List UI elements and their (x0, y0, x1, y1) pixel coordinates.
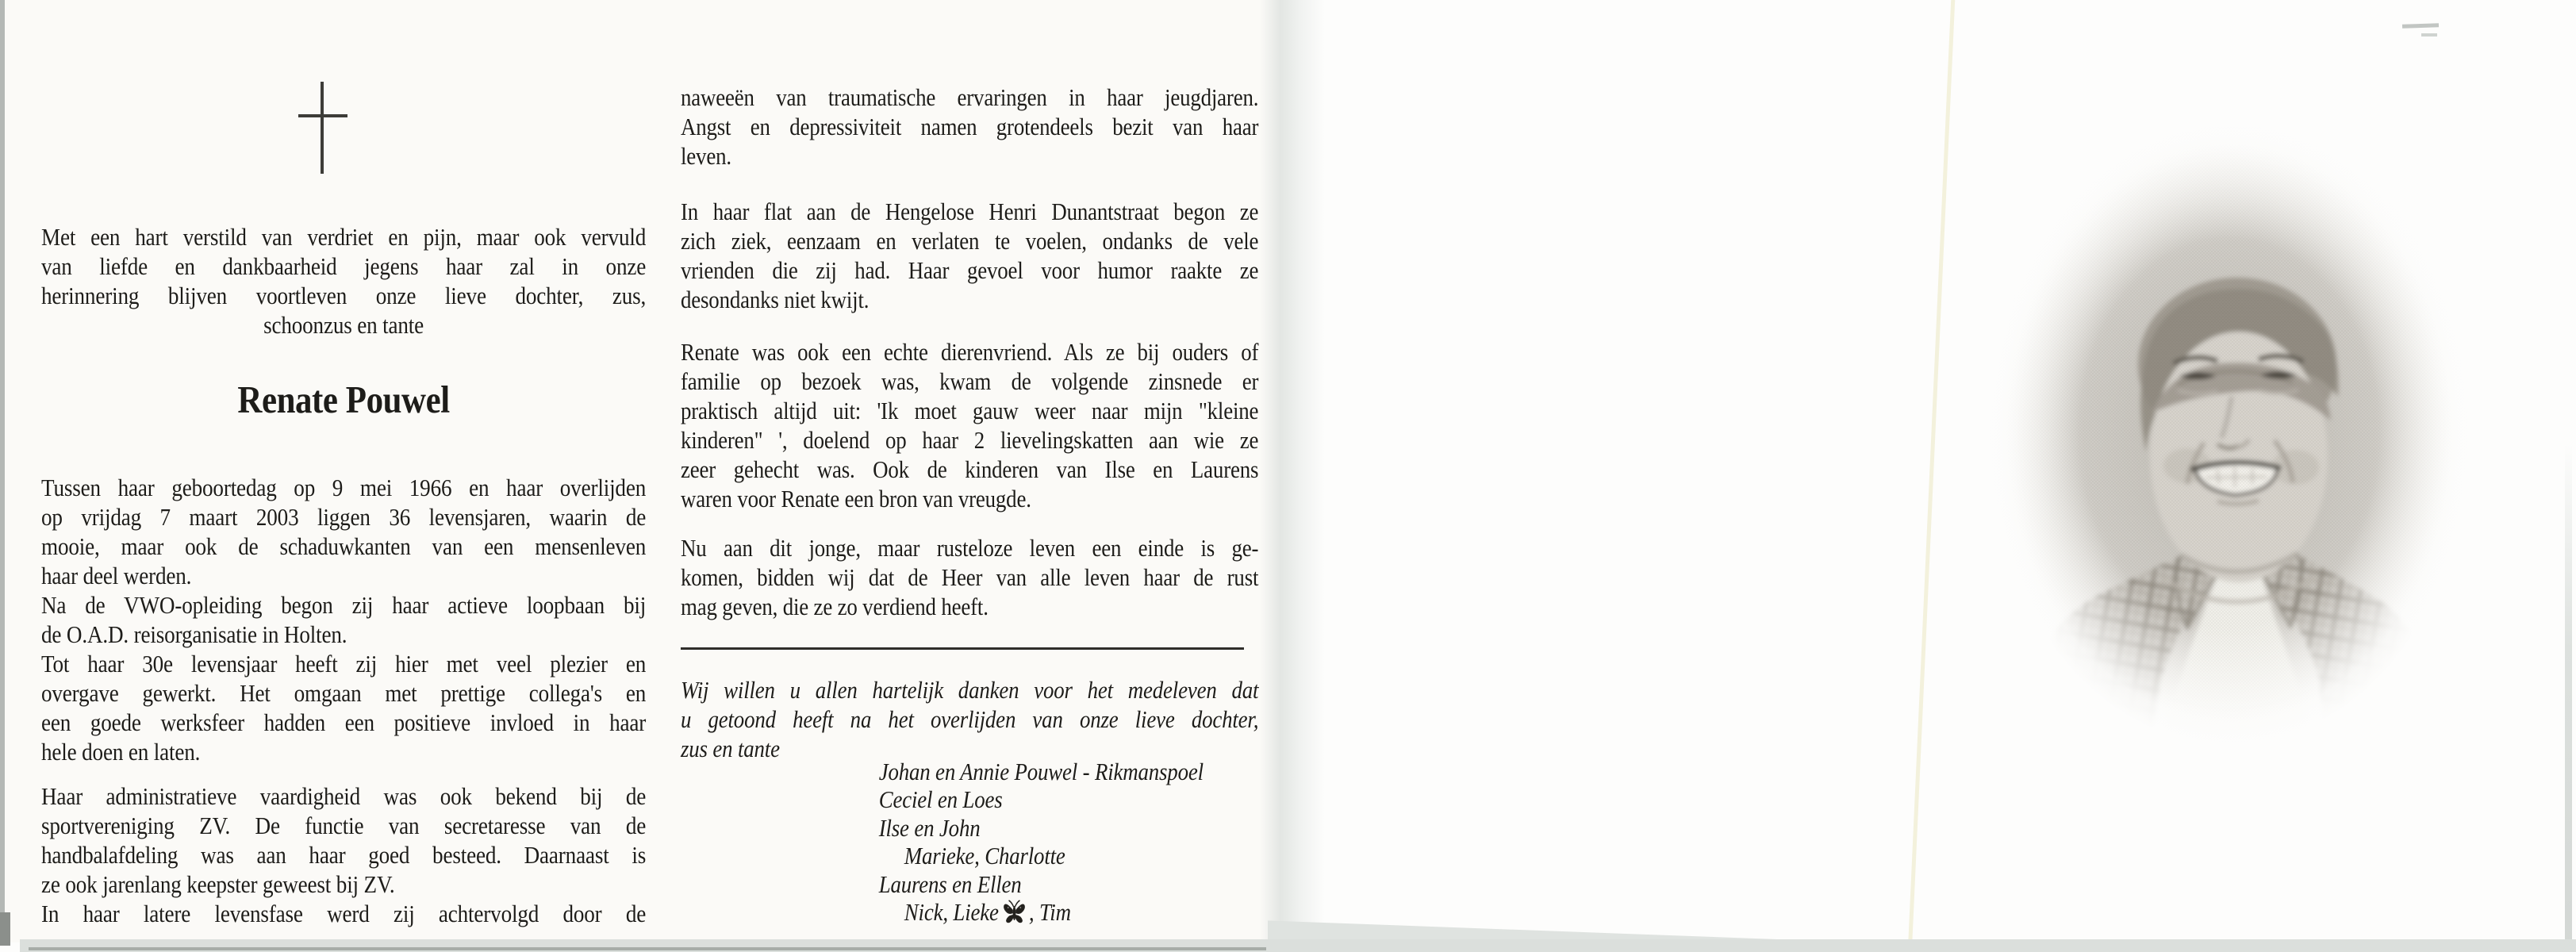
text-line: leven. (681, 142, 731, 170)
text-line: Angst en depressiviteit namen grotendeels bezit van haar (681, 113, 1259, 140)
life-paragraph-3 (41, 649, 646, 766)
text-line: handbalafdeling was aan haar goed besteed. Daarnaast is (41, 841, 647, 869)
page-fold-edge (1260, 0, 1325, 942)
text-line: haar deel werden. (41, 562, 192, 589)
text-line: desondanks niet kwijt. (681, 286, 870, 313)
text-line: hele doen en laten. (41, 738, 201, 766)
signatory-name: Ilse en John (878, 813, 981, 842)
signatory-name: Ceciel en Loes (878, 785, 1003, 814)
signatory-row (879, 758, 1259, 785)
text-line: Tot haar 30e levensjaar heeft zij hier met veel plezier en (41, 650, 647, 678)
signatory-row (904, 898, 1259, 926)
paragraph-flat (681, 197, 1258, 314)
text-line: ze ook jarenlang keepster geweest bij ZV. (41, 870, 395, 898)
text-line: Haar administratieve vaardigheid was ook bekend bij de (41, 782, 647, 810)
continued-paragraph-1 (681, 83, 1258, 171)
signatory-row (879, 814, 1259, 842)
right-text-column (681, 0, 1258, 952)
signatory-name-suffix: , Tim (1028, 898, 1071, 927)
text-line: zich ziek, eenzaam en verlaten te voelen, ondanks de vele (681, 227, 1259, 255)
text-line: sportvereniging ZV. De functie van secretaresse van de (41, 812, 647, 839)
text-line: herinnering blijven voortleven onze lieve dochter, zus, (41, 282, 647, 309)
signatories-list (681, 758, 1258, 926)
scan-left-edge-nub (0, 912, 10, 946)
text-line: Nu aan dit jonge, maar rusteloze leven een einde is ge- (681, 534, 1259, 562)
text-line: mooie, maar ook de schaduwkanten van een mensenleven (41, 532, 647, 560)
deceased-name-title: Renate Pouwel (237, 378, 450, 421)
intro-paragraph (41, 222, 646, 340)
text-line: In haar latere levensfase werd zij achtervolgd door de (41, 900, 647, 927)
text-line: Renate was ook een echte dierenvriend. Als ze bij ouders of (681, 338, 1259, 366)
card-crease-line (1907, 0, 1956, 952)
text-line: vrienden die zij had. Haar gevoel voor humor raakte ze (681, 256, 1259, 284)
text-line: Wij willen u allen hartelijk danken voor het medeleven dat (681, 676, 1259, 704)
butterfly-icon (1002, 898, 1027, 925)
acknowledgement-note (681, 675, 1258, 763)
text-line: In haar flat aan de Hengelose Henri Dunantstraat begon ze (681, 198, 1259, 225)
left-text-column (41, 0, 646, 952)
text-line: Tussen haar geboortedag op 9 mei 1966 en haar overlijden (41, 474, 647, 501)
text-line: een goede werksfeer hadden een positieve invloed in haar (41, 708, 647, 736)
divider-line (681, 647, 1244, 650)
scan-left-edge (0, 0, 5, 946)
text-line: u getoond heeft na het overlijden van onze lieve dochter, (681, 705, 1259, 733)
life-paragraph-5-continued (41, 899, 646, 928)
signatory-name: Marieke, Charlotte (904, 842, 1065, 870)
signatory-row (879, 785, 1259, 813)
signatory-row (904, 842, 1259, 869)
life-paragraph-1 (41, 473, 646, 590)
text-line: Na de VWO-opleiding begon zij haar actieve loopbaan bij (41, 591, 647, 619)
signatory-row (879, 870, 1259, 898)
life-paragraph-2 (41, 590, 646, 649)
signatory-name: Nick, Lieke (904, 898, 999, 927)
paragraph-animals (681, 337, 1258, 513)
text-line: familie op bezoek was, kwam de volgende zinsnede er (681, 367, 1259, 395)
scan-right-edge (2565, 444, 2572, 952)
text-line: naweeën van traumatische ervaringen in haar jeugdjaren. (681, 83, 1259, 111)
signatory-name: Laurens en Ellen (878, 869, 1022, 898)
text-line: de O.A.D. reisorganisatie in Holten. (41, 620, 347, 648)
text-line: kinderen" ', doelend op haar 2 lievelingskatten aan wie ze (681, 426, 1259, 454)
paragraph-prayer (681, 533, 1258, 621)
scan-artifact-mark (2421, 33, 2437, 36)
life-paragraph-4 (41, 781, 646, 899)
text-line: overgave gewerkt. Het omgaan met prettige collega's en (41, 679, 647, 707)
text-line: Met een hart verstild van verdriet en pijn, maar ook vervuld (41, 223, 647, 251)
photo-vignette (1979, 111, 2479, 754)
scan-bottom-line (29, 947, 1266, 950)
portrait-photo-art (1979, 111, 2479, 754)
text-line: van liefde en dankbaarheid jegens haar zal in onze (41, 252, 647, 280)
text-line: waren voor Renate een bron van vreugde. (681, 485, 1031, 512)
portrait-photo (1979, 111, 2479, 754)
scan-artifact-mark (2402, 23, 2439, 29)
text-line: komen, bidden wij dat de Heer van alle leven haar de rust (681, 563, 1259, 591)
text-line: praktisch altijd uit: 'Ik moet gauw weer naar mijn "kleine (681, 397, 1259, 424)
text-line: op vrijdag 7 maart 2003 liggen 36 levensjaren, waarin de (41, 503, 647, 531)
text-line: schoonzus en tante (263, 311, 424, 339)
signatory-name: Johan en Annie Pouwel - Rikmanspoel (878, 758, 1204, 785)
text-line: zus en tante (681, 735, 780, 762)
text-line: mag geven, die ze zo verdiend heeft. (681, 593, 989, 620)
text-line: zeer gehecht was. Ook de kinderen van Ilse en Laurens (681, 455, 1259, 483)
